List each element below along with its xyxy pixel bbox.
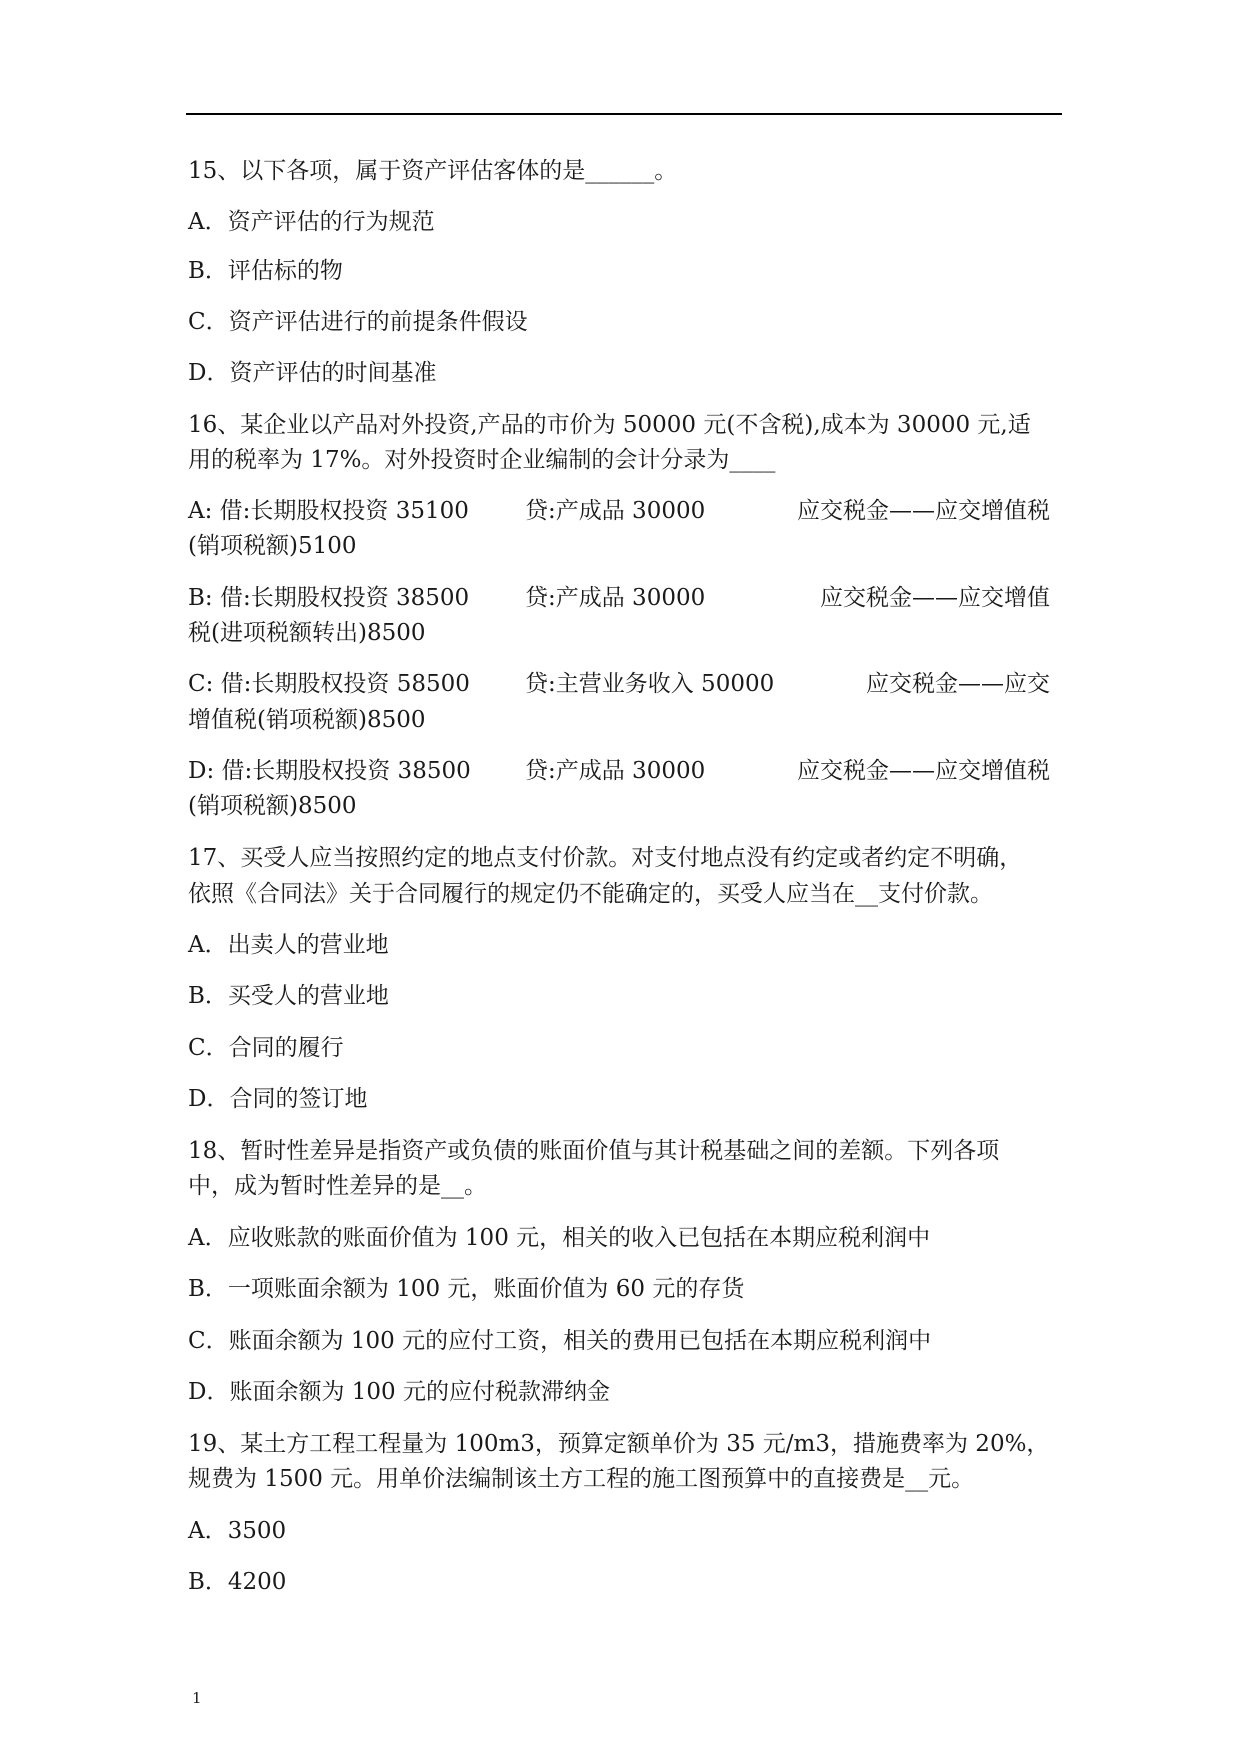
debit-entry: D: 借:长期股权投资 38500 <box>188 758 471 784</box>
tax-entry: 应交税金——应交 <box>866 671 1050 697</box>
question-18-option-a: A．应收账款的账面价值为 100 元，相关的收入已包括在本期应税利润中 <box>188 1225 931 1251</box>
question-18-option-c: C．账面余额为 100 元的应付工资，相关的费用已包括在本期应税利润中 <box>188 1328 932 1354</box>
credit-entry: 贷:产成品 30000 <box>525 585 706 611</box>
question-15-stem: 15、以下各项，属于资产评估客体的是______。 <box>188 158 678 184</box>
debit-entry: A: 借:长期股权投资 35100 <box>188 498 469 524</box>
question-19-stem-line-1: 19、某土方工程工程量为 100m3，预算定额单价为 35 元/m3，措施费率为 20%， <box>188 1431 1050 1457</box>
question-16-option-a-cont: (销项税额)5100 <box>188 533 357 559</box>
question-15-option-a: A．资产评估的行为规范 <box>188 209 435 235</box>
debit-entry: B: 借:长期股权投资 38500 <box>188 585 470 611</box>
question-19-stem-line-2: 规费为 1500 元。用单价法编制该土方工程的施工图预算中的直接费是__元。 <box>188 1466 975 1492</box>
question-16-option-d-cont: (销项税额)8500 <box>188 793 357 819</box>
tax-entry: 应交税金——应交增值税 <box>797 758 1050 784</box>
tax-entry: 应交税金——应交增值 <box>820 585 1050 611</box>
question-16-option-c <box>188 671 1050 697</box>
question-19-option-a: A．3500 <box>188 1518 287 1544</box>
question-15-option-b: B．评估标的物 <box>188 258 343 284</box>
question-17-stem-line-1: 17、买受人应当按照约定的地点支付价款。对支付地点没有约定或者约定不明确， <box>188 845 1023 871</box>
question-16-option-d <box>188 758 1050 784</box>
page-number: 1 <box>192 1689 202 1707</box>
question-17-option-a: A．出卖人的营业地 <box>188 932 389 958</box>
credit-entry: 贷:产成品 30000 <box>525 758 706 784</box>
question-17-option-d: D．合同的签订地 <box>188 1086 368 1112</box>
question-16-option-b <box>188 585 1050 611</box>
question-16-stem-line-1: 16、某企业以产品对外投资,产品的市价为 50000 元(不含税),成本为 30000 元,适 <box>188 412 1031 438</box>
question-16-option-a <box>188 498 1050 524</box>
header-rule <box>186 113 1062 115</box>
credit-entry: 贷:主营业务收入 50000 <box>525 671 775 697</box>
question-18-stem-line-1: 18、暂时性差异是指资产或负债的账面价值与其计税基础之间的差额。下列各项 <box>188 1138 1000 1164</box>
question-16-option-b-cont: 税(进项税额转出)8500 <box>188 620 426 646</box>
question-17-stem-line-2: 依照《合同法》关于合同履行的规定仍不能确定的，买受人应当在__支付价款。 <box>188 881 993 907</box>
question-16-stem-line-2: 用的税率为 17%。对外投资时企业编制的会计分录为____ <box>188 447 776 473</box>
debit-entry: C: 借:长期股权投资 58500 <box>188 671 470 697</box>
question-19-option-b: B．4200 <box>188 1569 287 1595</box>
tax-entry: 应交税金——应交增值税 <box>797 498 1050 524</box>
question-15-option-c: C．资产评估进行的前提条件假设 <box>188 309 528 335</box>
question-16-option-c-cont: 增值税(销项税额)8500 <box>188 707 426 733</box>
question-17-option-c: C．合同的履行 <box>188 1035 344 1061</box>
credit-entry: 贷:产成品 30000 <box>525 498 706 524</box>
question-18-stem-line-2: 中，成为暂时性差异的是__。 <box>188 1173 487 1199</box>
question-18-option-b: B．一项账面余额为 100 元，账面价值为 60 元的存货 <box>188 1276 745 1302</box>
question-15-option-d: D．资产评估的时间基准 <box>188 360 437 386</box>
question-17-option-b: B．买受人的营业地 <box>188 983 389 1009</box>
question-18-option-d: D．账面余额为 100 元的应付税款滞纳金 <box>188 1379 610 1405</box>
